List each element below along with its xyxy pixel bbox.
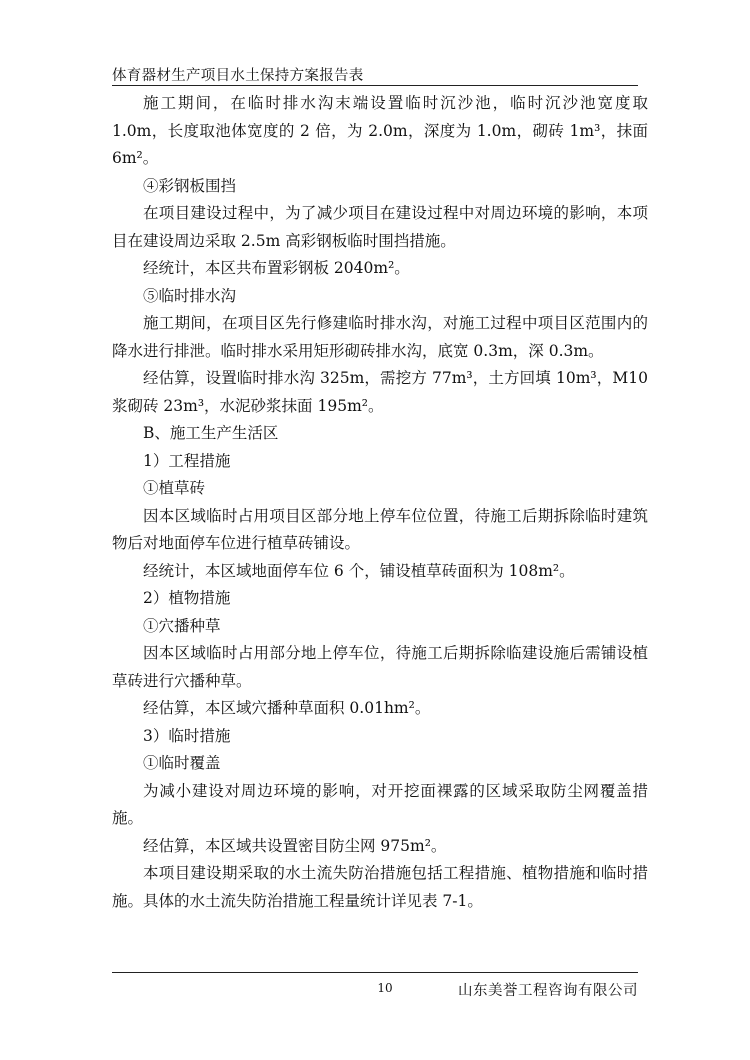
- company-name: 山东美誉工程咨询有限公司: [458, 983, 638, 999]
- document-header: 体育器材生产项目水土保持方案报告表: [112, 68, 364, 84]
- paragraph-steel-fence: 在项目建设过程中，为了减少项目在建设过程中对周边环境的影响，本项目在建设周边采取 2.5m 高彩钢板临时围挡措施。: [112, 204, 648, 250]
- footer-divider: [112, 972, 638, 973]
- paragraph-temporary-cover: 为减小建设对周边环境的影响，对开挖面裸露的区域采取防尘网覆盖措施。: [112, 781, 648, 827]
- page-number: 10: [377, 981, 393, 995]
- subheading-plant-measures: 2）植物措施: [143, 589, 231, 607]
- paragraph-hole-seeding: 因本区域临时占用部分地上停车位，待施工后期拆除临建设施后需铺设植草砖进行穴播种草。: [112, 644, 648, 690]
- paragraph-hole-seeding-stats: 经估算，本区域穴播种草面积 0.01hm²。: [143, 699, 431, 717]
- paragraph-summary: 本项目建设期采取的水土流失防治措施包括工程措施、植物措施和临时措施。具体的水土流失防治措施工程量统计详见表 7-1。: [112, 864, 648, 910]
- paragraph-grass-brick: 因本区域临时占用项目区部分地上停车位位置，待施工后期拆除临时建筑物后对地面停车位进行植草砖铺设。: [112, 506, 648, 552]
- paragraph-dust-net-stats: 经估算，本区域共设置密目防尘网 975m²。: [143, 836, 447, 855]
- heading-hole-seeding: ①穴播种草: [143, 616, 221, 635]
- header-divider: [112, 85, 638, 86]
- heading-drainage-ditch: ⑤临时排水沟: [143, 286, 237, 305]
- paragraph-steel-fence-stats: 经统计，本区共布置彩钢板 2040m²。: [143, 259, 410, 277]
- paragraph-drainage-ditch-stats: 经估算，设置临时排水沟 325m，需挖方 77m³，土方回填 10m³，M10 浆砌砖 23m³，水泥砂浆抹面 195m²。: [112, 369, 648, 415]
- paragraph-grass-brick-stats: 经统计，本区域地面停车位 6 个，铺设植草砖面积为 108m²。: [143, 561, 575, 580]
- heading-temporary-cover: ①临时覆盖: [143, 754, 221, 772]
- subheading-engineering-measures: 1）工程措施: [143, 451, 231, 470]
- section-heading-construction-area: B、施工生产生活区: [143, 424, 279, 442]
- document-body: [112, 90, 648, 915]
- paragraph-drainage-ditch: 施工期间，在项目区先行修建临时排水沟，对施工过程中项目区范围内的降水进行排泄。临时排水采用矩形砌砖排水沟，底宽 0.3m，深 0.3m。: [112, 314, 648, 360]
- heading-grass-brick: ①植草砖: [143, 479, 206, 497]
- paragraph-sediment-tank: 施工期间，在临时排水沟末端设置临时沉沙池，临时沉沙池宽度取 1.0m，长度取池体宽度的 2 倍，为 2.0m，深度为 1.0m，砌砖 1m³，抹面 6m²。: [112, 94, 648, 167]
- subheading-temporary-measures: 3）临时措施: [143, 726, 231, 745]
- heading-steel-fence: ④彩钢板围挡: [143, 176, 237, 195]
